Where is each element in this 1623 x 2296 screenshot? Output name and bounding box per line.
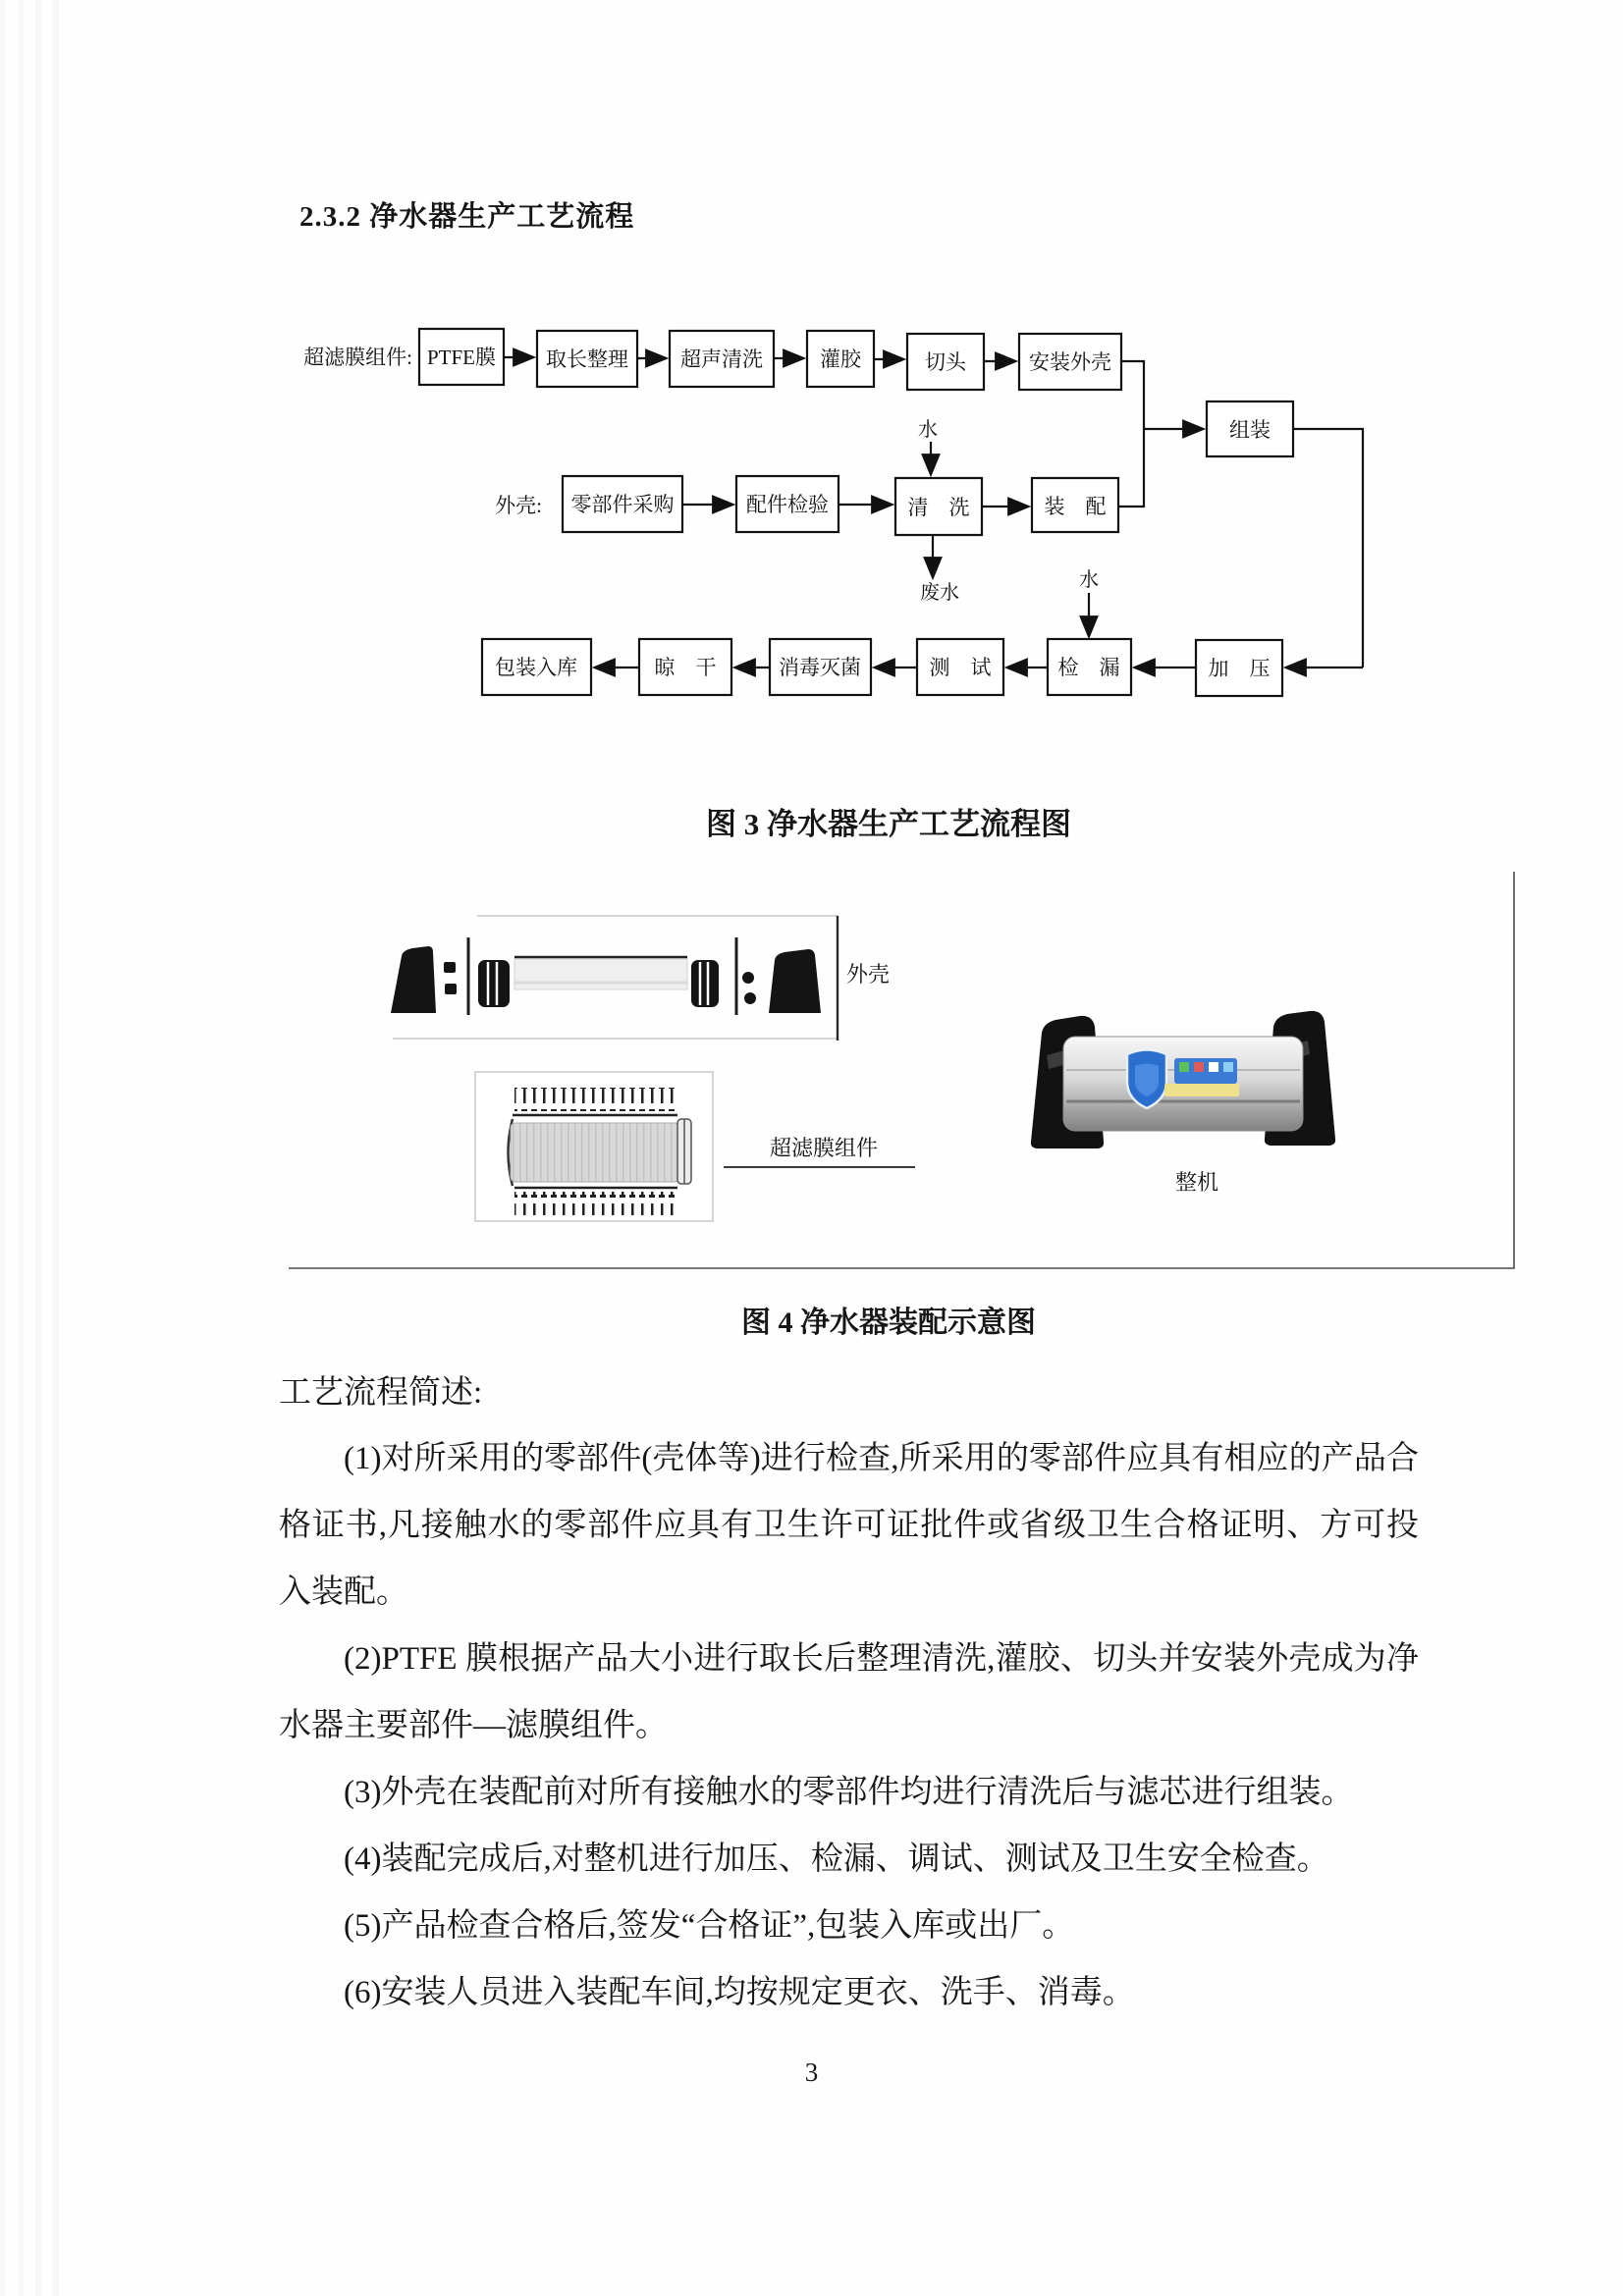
whole-unit-label: 整机 (1175, 1170, 1219, 1195)
housing-label: 外壳 (846, 962, 891, 987)
node-jiaya: 加 压 (1208, 657, 1271, 680)
node-guanjiao: 灌胶 (820, 347, 861, 371)
paragraph-4: (4)装配完成后,对整机进行加压、检漏、调试、测试及卫生安全检查。 (344, 1842, 1329, 1877)
process-summary-text (279, 1425, 1419, 2026)
paragraph-3: (3)外壳在装配前对所有接触水的零部件均进行清洗后与滤芯进行组装。 (344, 1775, 1354, 1810)
node-qietou: 切头 (925, 350, 966, 374)
figure4-caption: 图 4 净水器装配示意图 (741, 1307, 1036, 1339)
node-quchang: 取长整理 (546, 347, 628, 371)
node-baozhuang: 包装入库 (495, 656, 577, 679)
paragraph-1: (1)对所采用的零部件(壳体等)进行检查,所采用的零部件应具有相应的产品合格证书,凡接触水的零部件应具有卫生许可证批件或省级卫生合格证明、方可投入装配。 (279, 1441, 1419, 1610)
waste-water-label: 废水 (920, 582, 959, 604)
figure4-border (289, 872, 1514, 1268)
paragraph-6: (6)安装人员进入装配车间,均按规定更衣、洗手、消毒。 (344, 1975, 1135, 2010)
page-number: 3 (804, 2057, 819, 2087)
row2-label: 外壳: (495, 494, 542, 517)
node-anzhuang: 安装外壳 (1029, 350, 1111, 374)
node-caigou: 零部件采购 (570, 493, 675, 516)
process-flowchart (177, 314, 1434, 726)
assembly-figure (275, 864, 1532, 1286)
paragraph-2: (2)PTFE 膜根据产品大小进行取长后整理清洗,灌胶、切头并安装外壳成为净水器主要部件—滤膜组件。 (279, 1641, 1419, 1743)
node-lianggan: 晾 干 (654, 656, 717, 679)
node-jianyan: 配件检验 (746, 493, 829, 516)
node-zhuangpei: 装 配 (1044, 495, 1107, 518)
water-label-wash: 水 (918, 419, 938, 441)
housing-right-cap (769, 949, 821, 1013)
node-qingxi: 清 洗 (907, 496, 970, 519)
node-ceshi: 测 试 (929, 656, 992, 679)
housing-left-cap (391, 946, 436, 1013)
figure3-caption: 图 3 净水器生产工艺流程图 (706, 807, 1071, 841)
node-zuzhuang: 组装 (1229, 418, 1271, 442)
node-chaosheng: 超声清洗 (680, 347, 763, 371)
paragraph-5: (5)产品检查合格后,签发“合格证”,包装入库或出厂。 (344, 1908, 1075, 1944)
membrane-module-view (475, 1072, 713, 1221)
membrane-label: 超滤膜组件 (770, 1136, 879, 1160)
housing-exploded-view (391, 916, 838, 1041)
process-summary-heading: 工艺流程简述: (279, 1375, 483, 1411)
whole-unit-photo (1031, 1011, 1335, 1148)
row1-label: 超滤膜组件: (303, 346, 412, 369)
section-heading: 2.3.2 净水器生产工艺流程 (299, 201, 635, 233)
node-ptfe: PTFE膜 (426, 346, 497, 369)
node-jianlou: 检 漏 (1057, 656, 1120, 679)
water-label-leaktest: 水 (1079, 569, 1099, 591)
node-xiaodu: 消毒灭菌 (779, 656, 861, 679)
